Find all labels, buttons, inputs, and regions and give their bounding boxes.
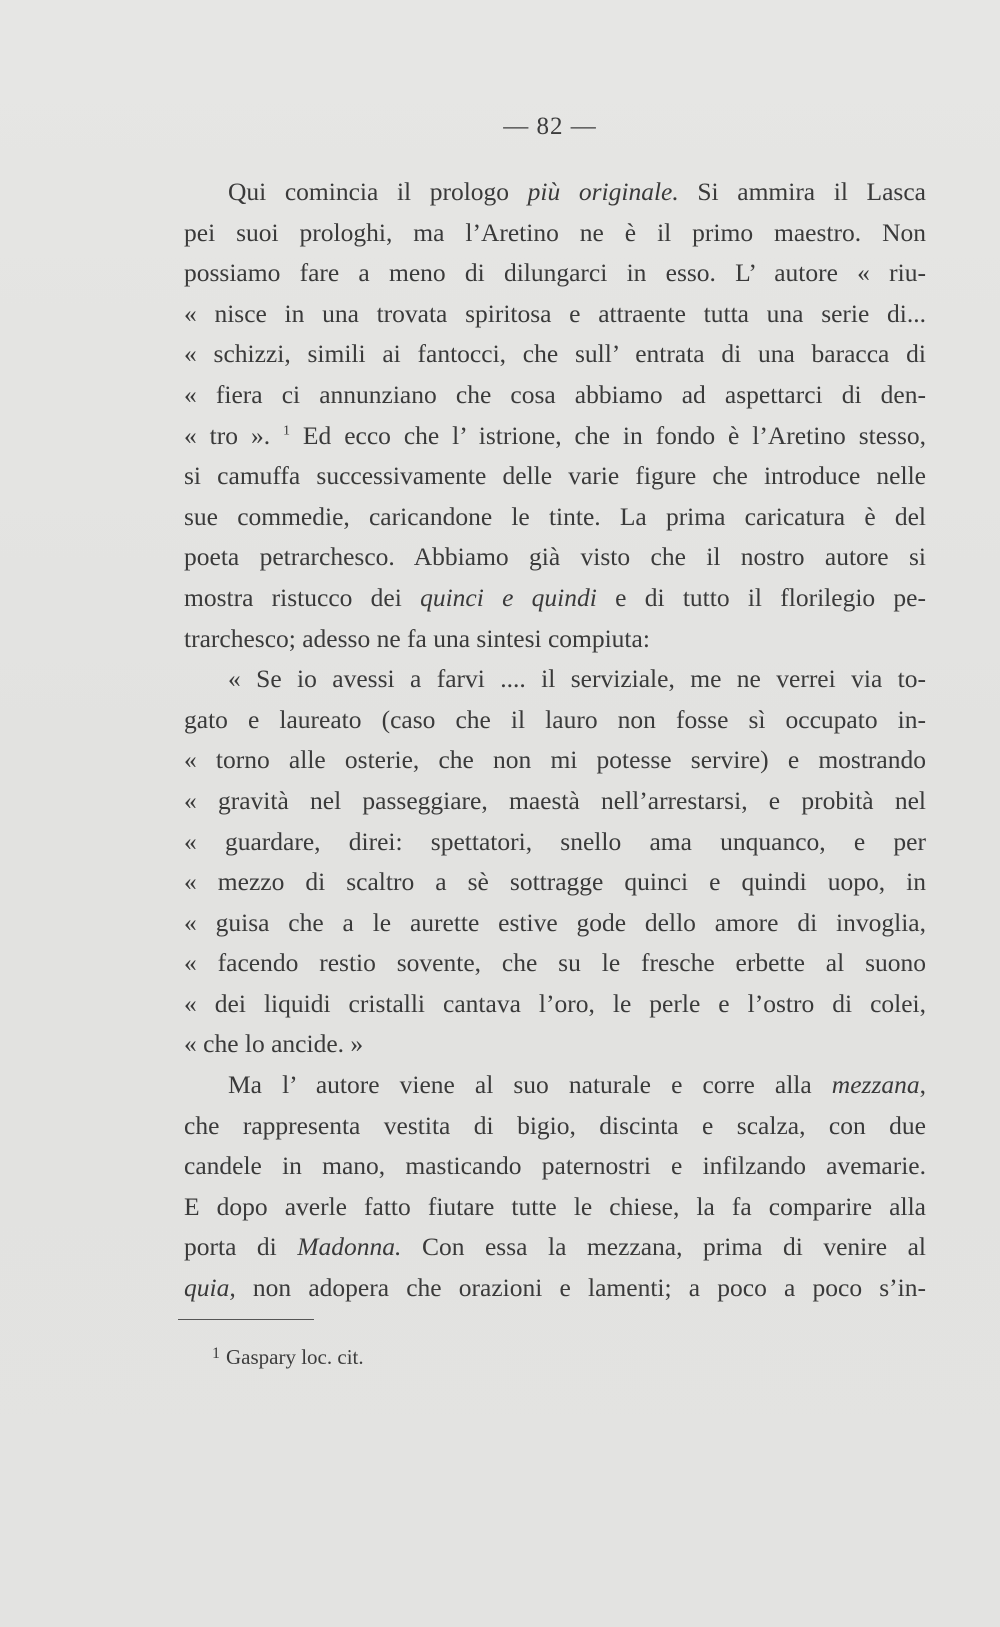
text-span: « mezzo di scaltro a sè sottragge quinci e quindi uopo, in [184, 867, 926, 897]
footnote-number: 1 [212, 1345, 220, 1362]
text-span: porta di [184, 1232, 298, 1262]
text-span: che rappresenta vestita di bigio, discinta e scalza, con due [184, 1110, 926, 1140]
text-line [184, 1024, 926, 1065]
text-span: « torno alle osterie, che non mi potesse servire) e mostrando [184, 745, 926, 775]
text-line [184, 862, 926, 903]
text-span: « guisa che a le aurette estive gode dello amore di invoglia, [184, 907, 926, 937]
text-line [184, 943, 926, 984]
text-span: « tro ». [184, 420, 283, 450]
text-span: pei suoi prologhi, ma l’Aretino ne è il primo maestro. Non [184, 217, 926, 247]
text-span: Qui comincia il prologo [228, 177, 528, 206]
body-text [184, 172, 926, 1309]
page-number: — 82 — [503, 113, 597, 140]
text-line [184, 334, 926, 375]
text-line [184, 740, 926, 781]
italic-text: quia, [184, 1273, 236, 1303]
text-span: « Se io avessi a farvi .... il serviziale, me ne verrei via to- [228, 664, 926, 694]
text-line [184, 1227, 926, 1268]
text-span: « guardare, direi: spettatori, snello ama unquanco, e per [184, 826, 926, 856]
italic-text: Madonna. [297, 1232, 402, 1262]
footnote-rule [178, 1319, 314, 1320]
text-line [184, 294, 926, 335]
footnote-text: Gaspary loc. cit. [226, 1345, 364, 1369]
text-span: « fiera ci annunziano che cosa abbiamo ad aspettarci di den- [184, 379, 926, 409]
text-line [184, 1106, 926, 1147]
text-span: E dopo averle fatto fiutare tutte le chiese, la fa comparire alla [184, 1191, 926, 1221]
text-line [184, 456, 926, 497]
text-line [184, 537, 926, 578]
text-span: Si ammira il Lasca [678, 177, 926, 206]
text-line [184, 1268, 926, 1309]
text-span: Ed ecco che l’ istrione, che in fondo è l’Aretino stesso, [290, 420, 927, 450]
italic-text: quinci e quindi [420, 582, 597, 612]
text-line [184, 822, 926, 863]
text-line [184, 903, 926, 944]
text-span: « schizzi, simili ai fantocci, che sull’ entrata di una baracca di [184, 339, 926, 369]
text-span: « che lo ancide. » [184, 1029, 364, 1059]
text-line [184, 497, 926, 538]
text-line [184, 1065, 926, 1106]
text-line [184, 984, 926, 1025]
text-span: , [919, 1070, 926, 1100]
text-span: candele in mano, masticando paternostri e infilzando avemarie. [184, 1151, 926, 1181]
text-line [184, 375, 926, 416]
text-span: possiamo fare a meno di dilungarci in esso. L’ autore « riu- [184, 258, 926, 288]
text-span: poeta petrarchesco. Abbiamo già visto che il nostro autore si [184, 542, 926, 572]
text-span: gato e laureato (caso che il lauro non fosse sì occupato in- [184, 704, 926, 734]
footnote-reference: 1 [283, 423, 290, 439]
text-span: mostra ristucco dei [184, 582, 421, 612]
text-line [184, 781, 926, 822]
text-span: non adopera che orazioni e lamenti; a poco a poco s’in- [235, 1273, 926, 1303]
text-span: sue commedie, caricandone le tinte. La prima caricatura è del [184, 501, 926, 531]
text-span: « dei liquidi cristalli cantava l’oro, le perle e l’ostro di colei, [184, 988, 926, 1018]
text-span: Ma l’ autore viene al suo naturale e corre alla [228, 1070, 832, 1100]
italic-text: più originale. [527, 177, 679, 206]
text-line [184, 253, 926, 294]
italic-text: mezzana [831, 1070, 920, 1100]
text-line [184, 619, 926, 660]
text-span: si camuffa successivamente delle varie figure che introduce nelle [184, 461, 926, 491]
text-span: e di tutto il florilegio pe- [596, 582, 926, 612]
text-line [184, 1146, 926, 1187]
text-line [184, 416, 926, 457]
text-span: Con essa la mezzana, prima di venire al [401, 1232, 927, 1262]
text-line [184, 700, 926, 741]
text-span: « gravità nel passeggiare, maestà nell’arrestarsi, e probità nel [184, 785, 926, 815]
text-line [184, 659, 926, 700]
text-span: trarchesco; adesso ne fa una sintesi compiuta: [184, 623, 650, 653]
footnote [212, 1345, 364, 1370]
text-span: « facendo restio sovente, che su le fresche erbette al suono [184, 948, 926, 978]
text-line [184, 172, 926, 213]
text-line [184, 578, 926, 619]
text-line [184, 1187, 926, 1228]
text-line [184, 213, 926, 254]
text-span: « nisce in una trovata spiritosa e attraente tutta una serie di... [184, 298, 926, 328]
